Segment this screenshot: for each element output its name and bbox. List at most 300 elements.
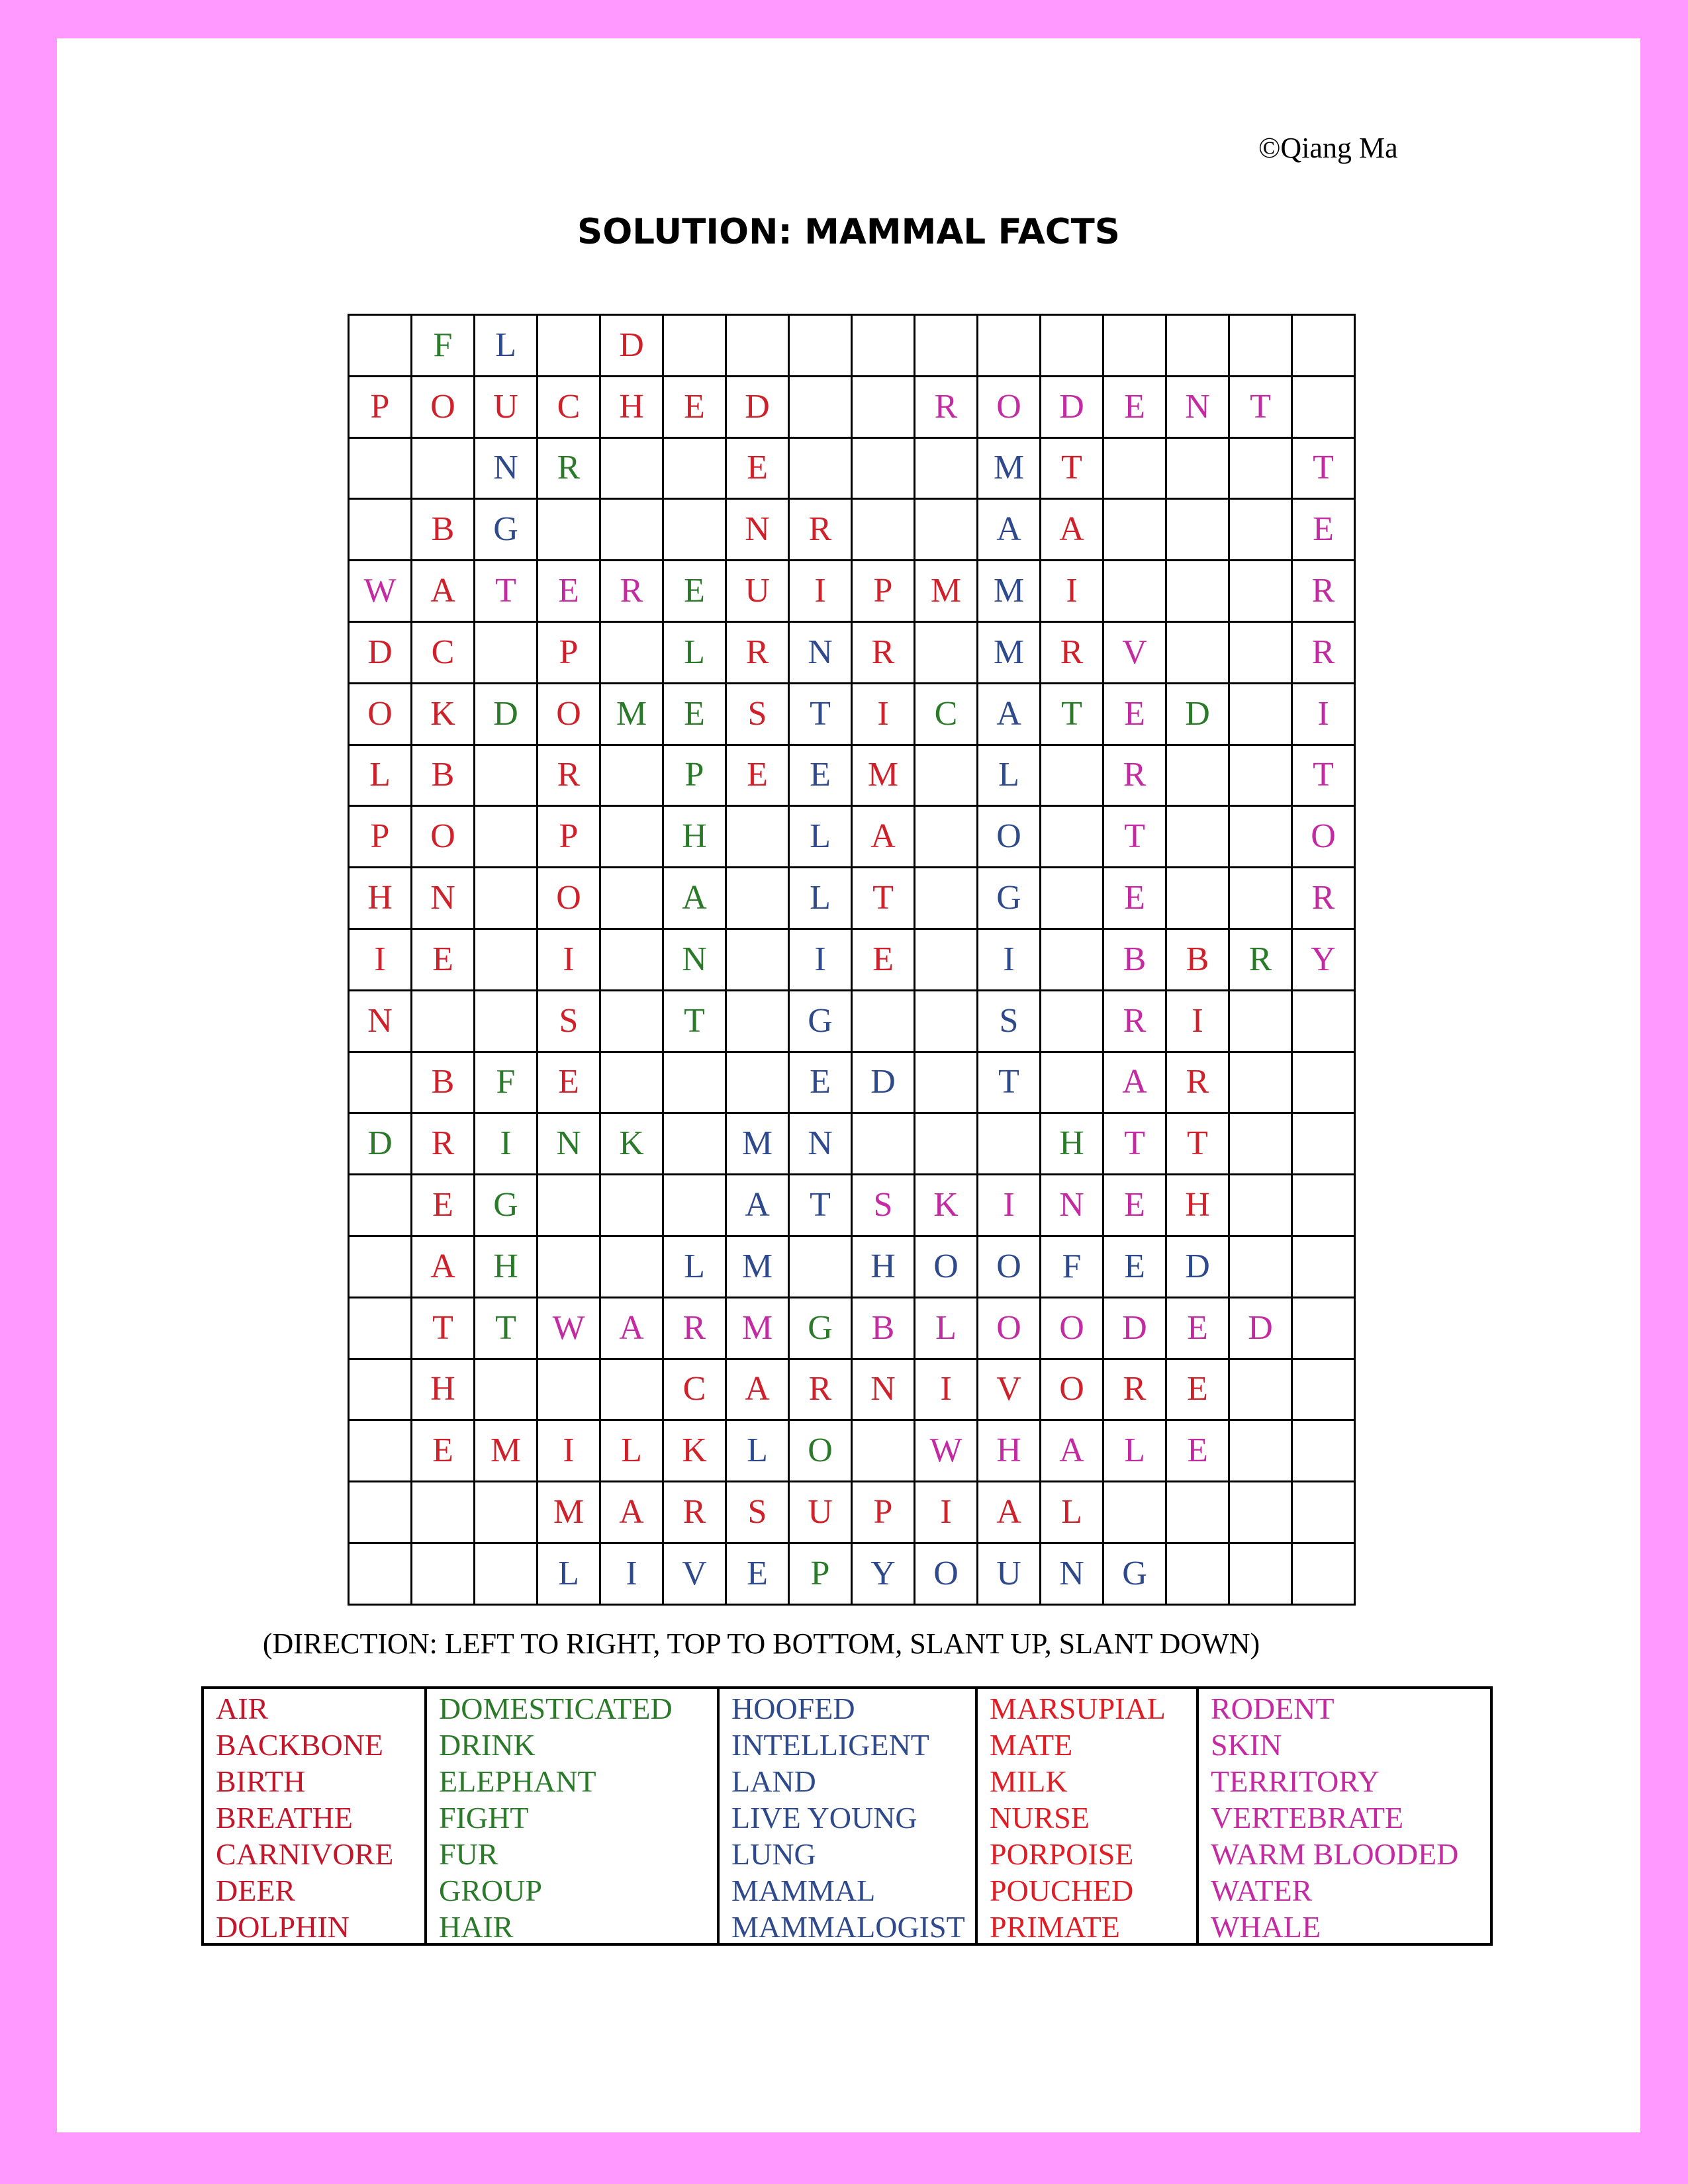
grid-cell: O <box>538 684 601 746</box>
page-title: SOLUTION: MAMMAL FACTS <box>577 212 1120 252</box>
grid-cell: M <box>853 746 915 807</box>
grid-cell <box>601 439 664 500</box>
grid-cell <box>475 868 538 930</box>
grid-cell <box>1293 1237 1356 1298</box>
grid-cell <box>853 377 915 439</box>
grid-cell <box>1167 623 1230 684</box>
grid-cell <box>915 930 978 991</box>
grid-cell: L <box>1041 1482 1104 1544</box>
grid-cell: O <box>978 1298 1041 1360</box>
word-bank-word: PORPOISE <box>990 1837 1134 1871</box>
grid-cell: T <box>1167 1114 1230 1175</box>
grid-cell: T <box>853 868 915 930</box>
grid-cell: M <box>727 1237 790 1298</box>
grid-cell: W <box>915 1421 978 1482</box>
grid-cell: O <box>1293 807 1356 868</box>
grid-cell <box>601 868 664 930</box>
grid-cell: T <box>1293 746 1356 807</box>
grid-cell <box>1167 500 1230 561</box>
grid-cell <box>1293 1482 1356 1544</box>
grid-cell: M <box>538 1482 601 1544</box>
word-bank-word: BIRTH <box>216 1764 306 1798</box>
grid-cell: V <box>978 1360 1041 1422</box>
grid-cell: M <box>475 1421 538 1482</box>
grid-cell: C <box>664 1360 727 1422</box>
word-bank-word: MARSUPIAL <box>990 1692 1166 1725</box>
grid-cell: T <box>1230 377 1293 439</box>
grid-cell: E <box>664 684 727 746</box>
grid-cell: H <box>853 1237 915 1298</box>
grid-cell: L <box>978 746 1041 807</box>
grid-cell: I <box>790 561 853 623</box>
grid-cell <box>853 439 915 500</box>
grid-cell: S <box>978 991 1041 1053</box>
grid-cell <box>601 746 664 807</box>
grid-cell <box>1230 1482 1293 1544</box>
grid-cell <box>350 1482 412 1544</box>
grid-cell <box>915 991 978 1053</box>
grid-cell: T <box>1104 1114 1167 1175</box>
grid-cell <box>915 439 978 500</box>
grid-cell: T <box>1293 439 1356 500</box>
grid-cell: O <box>538 868 601 930</box>
grid-cell: R <box>1167 1053 1230 1115</box>
grid-cell: E <box>1293 500 1356 561</box>
grid-cell: I <box>538 1421 601 1482</box>
grid-cell: P <box>350 377 412 439</box>
grid-cell <box>727 991 790 1053</box>
grid-cell <box>790 377 853 439</box>
word-bank-word: VERTEBRATE <box>1211 1801 1404 1835</box>
word-bank-word: AIR <box>216 1692 269 1725</box>
grid-cell: H <box>664 807 727 868</box>
grid-cell: A <box>412 1237 475 1298</box>
grid-cell: L <box>790 868 853 930</box>
grid-cell: O <box>978 807 1041 868</box>
grid-cell: L <box>915 1298 978 1360</box>
grid-cell: N <box>727 500 790 561</box>
grid-cell: E <box>727 746 790 807</box>
grid-cell <box>1230 1114 1293 1175</box>
grid-cell <box>475 1360 538 1422</box>
grid-cell: S <box>727 684 790 746</box>
grid-cell <box>1230 1237 1293 1298</box>
grid-cell: A <box>664 868 727 930</box>
word-search-grid <box>348 314 1356 1606</box>
grid-cell: R <box>601 561 664 623</box>
grid-cell <box>727 868 790 930</box>
grid-cell: E <box>1167 1421 1230 1482</box>
grid-cell: G <box>790 1298 853 1360</box>
grid-cell: B <box>1167 930 1230 991</box>
grid-cell <box>853 316 915 377</box>
grid-cell: I <box>1041 561 1104 623</box>
grid-cell: A <box>1041 500 1104 561</box>
grid-cell <box>1041 930 1104 991</box>
grid-cell: E <box>727 1544 790 1606</box>
grid-cell: I <box>350 930 412 991</box>
grid-cell <box>1104 561 1167 623</box>
grid-cell: D <box>853 1053 915 1115</box>
grid-cell: H <box>475 1237 538 1298</box>
grid-cell: E <box>727 439 790 500</box>
grid-cell: P <box>538 807 601 868</box>
grid-cell: E <box>1104 1237 1167 1298</box>
grid-cell <box>538 500 601 561</box>
grid-cell <box>538 1175 601 1237</box>
grid-cell <box>475 930 538 991</box>
grid-cell <box>601 623 664 684</box>
grid-cell: K <box>664 1421 727 1482</box>
grid-cell: I <box>538 930 601 991</box>
grid-cell <box>1293 1175 1356 1237</box>
grid-cell: A <box>978 500 1041 561</box>
grid-cell: L <box>664 1237 727 1298</box>
word-bank-table <box>201 1686 1493 1946</box>
grid-cell: P <box>853 1482 915 1544</box>
grid-cell: H <box>412 1360 475 1422</box>
grid-cell <box>1167 1482 1230 1544</box>
grid-cell: T <box>1041 439 1104 500</box>
grid-cell: N <box>790 623 853 684</box>
grid-cell: W <box>538 1298 601 1360</box>
word-bank-word: MILK <box>990 1764 1068 1798</box>
grid-cell: C <box>538 377 601 439</box>
grid-cell <box>350 1421 412 1482</box>
grid-cell <box>978 316 1041 377</box>
grid-cell <box>1230 439 1293 500</box>
grid-cell: R <box>727 623 790 684</box>
grid-cell: D <box>350 1114 412 1175</box>
grid-cell <box>350 316 412 377</box>
grid-cell: L <box>601 1421 664 1482</box>
grid-cell: N <box>1167 377 1230 439</box>
grid-cell <box>978 1114 1041 1175</box>
grid-cell: F <box>1041 1237 1104 1298</box>
grid-cell <box>538 1360 601 1422</box>
grid-cell <box>601 807 664 868</box>
grid-cell: R <box>412 1114 475 1175</box>
grid-cell <box>475 1482 538 1544</box>
word-bank-word: TERRITORY <box>1211 1764 1380 1798</box>
grid-cell: A <box>601 1482 664 1544</box>
grid-cell: I <box>1293 684 1356 746</box>
grid-cell: K <box>412 684 475 746</box>
grid-cell: W <box>350 561 412 623</box>
grid-cell: A <box>1041 1421 1104 1482</box>
word-bank-column <box>427 1689 720 1943</box>
grid-cell: D <box>1167 684 1230 746</box>
grid-cell: P <box>664 746 727 807</box>
grid-cell: C <box>915 684 978 746</box>
grid-cell: H <box>601 377 664 439</box>
word-bank-word: ELEPHANT <box>439 1764 596 1798</box>
word-bank-word: RODENT <box>1211 1692 1335 1725</box>
grid-cell <box>1293 316 1356 377</box>
grid-cell: L <box>727 1421 790 1482</box>
grid-cell: L <box>538 1544 601 1606</box>
grid-cell: A <box>727 1360 790 1422</box>
grid-cell: P <box>853 561 915 623</box>
grid-cell <box>915 868 978 930</box>
grid-cell: R <box>790 1360 853 1422</box>
grid-cell <box>790 1237 853 1298</box>
grid-cell <box>350 1053 412 1115</box>
grid-cell <box>727 807 790 868</box>
grid-cell <box>664 1114 727 1175</box>
grid-cell <box>601 1237 664 1298</box>
grid-cell: S <box>853 1175 915 1237</box>
grid-cell <box>915 746 978 807</box>
grid-cell: N <box>412 868 475 930</box>
word-bank-word: DOMESTICATED <box>439 1692 673 1725</box>
grid-cell <box>915 807 978 868</box>
grid-cell <box>350 439 412 500</box>
grid-cell: R <box>664 1298 727 1360</box>
grid-cell: R <box>1104 1360 1167 1422</box>
grid-cell: P <box>350 807 412 868</box>
grid-cell: G <box>475 500 538 561</box>
grid-cell: V <box>664 1544 727 1606</box>
grid-cell <box>664 1175 727 1237</box>
grid-cell: U <box>475 377 538 439</box>
grid-cell: R <box>1293 561 1356 623</box>
grid-cell <box>1230 500 1293 561</box>
word-bank-word: POUCHED <box>990 1874 1134 1907</box>
grid-cell: R <box>1041 623 1104 684</box>
grid-cell: I <box>978 930 1041 991</box>
grid-cell <box>853 1114 915 1175</box>
grid-cell: K <box>915 1175 978 1237</box>
grid-cell: O <box>350 684 412 746</box>
grid-cell: O <box>1041 1360 1104 1422</box>
word-bank-column <box>204 1689 427 1943</box>
grid-cell <box>1167 807 1230 868</box>
grid-cell: E <box>1167 1298 1230 1360</box>
grid-cell: C <box>412 623 475 684</box>
word-bank-word: DEER <box>216 1874 296 1907</box>
word-bank-word: WARM BLOODED <box>1211 1837 1459 1871</box>
grid-cell <box>475 623 538 684</box>
grid-cell <box>1230 807 1293 868</box>
grid-cell <box>538 316 601 377</box>
grid-cell: R <box>1104 746 1167 807</box>
grid-cell: R <box>1293 623 1356 684</box>
grid-cell <box>790 316 853 377</box>
grid-cell: S <box>538 991 601 1053</box>
grid-cell: E <box>790 1053 853 1115</box>
grid-cell: L <box>350 746 412 807</box>
word-bank-word: LAND <box>731 1764 816 1798</box>
grid-cell: F <box>475 1053 538 1115</box>
grid-cell: L <box>1104 1421 1167 1482</box>
grid-cell: D <box>1167 1237 1230 1298</box>
grid-cell <box>1041 868 1104 930</box>
grid-cell <box>1230 316 1293 377</box>
grid-cell: O <box>978 377 1041 439</box>
grid-cell <box>664 500 727 561</box>
grid-cell <box>601 1053 664 1115</box>
grid-cell: O <box>412 377 475 439</box>
grid-cell: V <box>1104 623 1167 684</box>
grid-cell <box>601 500 664 561</box>
grid-cell <box>1230 561 1293 623</box>
grid-cell: E <box>1104 868 1167 930</box>
grid-cell <box>853 991 915 1053</box>
grid-cell <box>915 316 978 377</box>
grid-cell <box>1293 1298 1356 1360</box>
grid-cell: N <box>853 1360 915 1422</box>
grid-cell <box>727 316 790 377</box>
grid-cell <box>1104 1482 1167 1544</box>
grid-cell <box>1230 623 1293 684</box>
grid-cell <box>1167 561 1230 623</box>
grid-cell: E <box>664 561 727 623</box>
grid-cell <box>1104 500 1167 561</box>
grid-cell: T <box>1104 807 1167 868</box>
word-bank-word: LIVE YOUNG <box>731 1801 917 1835</box>
grid-cell: N <box>790 1114 853 1175</box>
grid-cell <box>1230 1053 1293 1115</box>
grid-cell <box>412 439 475 500</box>
grid-cell <box>853 500 915 561</box>
grid-cell: O <box>790 1421 853 1482</box>
grid-cell: E <box>538 561 601 623</box>
grid-cell: I <box>853 684 915 746</box>
copyright-text: ©Qiang Ma <box>1258 132 1398 164</box>
word-bank-word: DOLPHIN <box>216 1910 350 1944</box>
grid-cell <box>915 623 978 684</box>
grid-cell: B <box>853 1298 915 1360</box>
grid-cell <box>1230 1421 1293 1482</box>
word-bank-word: LUNG <box>731 1837 816 1871</box>
word-bank-word: GROUP <box>439 1874 542 1907</box>
grid-cell: G <box>475 1175 538 1237</box>
grid-cell <box>1293 1053 1356 1115</box>
grid-cell <box>664 316 727 377</box>
grid-cell: N <box>664 930 727 991</box>
grid-cell: A <box>1104 1053 1167 1115</box>
word-bank-word: WHALE <box>1211 1910 1321 1944</box>
grid-cell <box>915 500 978 561</box>
direction-note: (DIRECTION: LEFT TO RIGHT, TOP TO BOTTOM, SLANT UP, SLANT DOWN) <box>262 1627 1260 1660</box>
grid-cell <box>350 1544 412 1606</box>
grid-cell <box>1230 991 1293 1053</box>
grid-cell: A <box>727 1175 790 1237</box>
grid-cell: H <box>978 1421 1041 1482</box>
grid-cell: D <box>475 684 538 746</box>
grid-cell <box>664 1053 727 1115</box>
grid-cell: U <box>727 561 790 623</box>
grid-cell <box>601 1175 664 1237</box>
grid-cell: O <box>1041 1298 1104 1360</box>
word-bank-word: FUR <box>439 1837 498 1871</box>
grid-cell <box>350 1298 412 1360</box>
grid-cell: R <box>790 500 853 561</box>
word-bank-word: WATER <box>1211 1874 1313 1907</box>
grid-cell: D <box>350 623 412 684</box>
grid-cell: O <box>412 807 475 868</box>
grid-cell: P <box>790 1544 853 1606</box>
grid-cell <box>1230 746 1293 807</box>
grid-cell: L <box>790 807 853 868</box>
grid-cell <box>350 500 412 561</box>
grid-cell: K <box>601 1114 664 1175</box>
grid-cell <box>1041 316 1104 377</box>
grid-cell: T <box>664 991 727 1053</box>
grid-cell: B <box>412 1053 475 1115</box>
grid-cell: D <box>1041 377 1104 439</box>
grid-cell: T <box>1041 684 1104 746</box>
grid-cell: T <box>790 1175 853 1237</box>
grid-cell: E <box>1104 1175 1167 1237</box>
grid-cell: O <box>915 1237 978 1298</box>
grid-cell <box>475 1544 538 1606</box>
grid-cell <box>412 991 475 1053</box>
grid-cell: E <box>853 930 915 991</box>
grid-cell: E <box>664 377 727 439</box>
grid-cell <box>790 439 853 500</box>
grid-cell: A <box>601 1298 664 1360</box>
grid-cell <box>475 991 538 1053</box>
grid-cell: D <box>727 377 790 439</box>
grid-cell: S <box>727 1482 790 1544</box>
grid-cell: E <box>412 930 475 991</box>
grid-cell <box>1104 316 1167 377</box>
word-bank-word: BREATHE <box>216 1801 353 1835</box>
grid-cell: I <box>978 1175 1041 1237</box>
grid-cell <box>1293 377 1356 439</box>
word-bank-word: FIGHT <box>439 1801 529 1835</box>
grid-cell: I <box>1167 991 1230 1053</box>
grid-cell: E <box>1104 377 1167 439</box>
word-bank-word: CARNIVORE <box>216 1837 394 1871</box>
grid-cell <box>1167 746 1230 807</box>
grid-cell: T <box>790 684 853 746</box>
grid-cell: M <box>978 561 1041 623</box>
grid-cell: R <box>915 377 978 439</box>
grid-cell: I <box>915 1482 978 1544</box>
grid-cell <box>1230 1360 1293 1422</box>
grid-cell: R <box>664 1482 727 1544</box>
grid-cell <box>915 1114 978 1175</box>
grid-cell: M <box>727 1114 790 1175</box>
grid-cell <box>601 991 664 1053</box>
grid-cell: U <box>978 1544 1041 1606</box>
grid-cell <box>1104 439 1167 500</box>
grid-cell: E <box>412 1175 475 1237</box>
grid-cell: B <box>412 746 475 807</box>
grid-cell <box>601 1360 664 1422</box>
grid-cell: M <box>915 561 978 623</box>
grid-cell: B <box>1104 930 1167 991</box>
grid-cell: E <box>412 1421 475 1482</box>
word-bank-word: MATE <box>990 1728 1073 1762</box>
grid-cell: H <box>350 868 412 930</box>
grid-cell: G <box>978 868 1041 930</box>
grid-cell <box>412 1482 475 1544</box>
word-bank-word: PRIMATE <box>990 1910 1120 1944</box>
grid-cell <box>1230 1175 1293 1237</box>
grid-cell: M <box>978 439 1041 500</box>
grid-cell: B <box>412 500 475 561</box>
word-bank-word: HOOFED <box>731 1692 855 1725</box>
grid-cell: H <box>1041 1114 1104 1175</box>
grid-cell <box>1230 684 1293 746</box>
grid-cell <box>475 746 538 807</box>
grid-cell: L <box>664 623 727 684</box>
word-bank-word: HAIR <box>439 1910 514 1944</box>
